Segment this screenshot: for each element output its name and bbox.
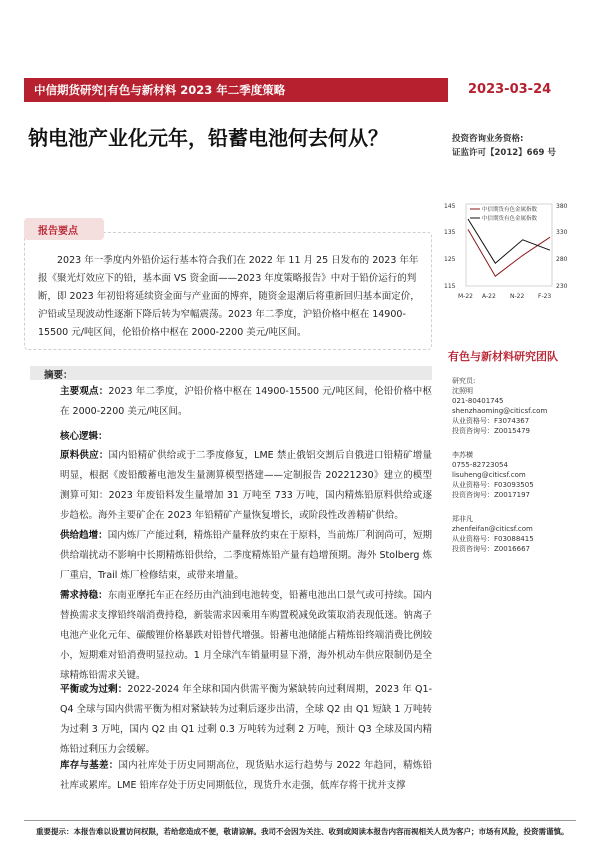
banner-text: 中信期货研究|有色与新材料 2023 年二季度策略	[34, 83, 286, 97]
demand-para	[60, 586, 432, 686]
right-tick: 230	[556, 283, 568, 290]
analyst-cert: 投资咨询号：Z0015479	[452, 427, 530, 435]
balance-para	[60, 680, 432, 760]
analyst-card	[452, 376, 582, 436]
left-tick: 125	[444, 256, 456, 263]
right-tick: 280	[556, 256, 568, 263]
abstract-label: 摘要：	[44, 370, 73, 381]
stock-label: 库存与基差：	[60, 760, 119, 771]
index-mini-chart	[444, 200, 574, 304]
analyst-name: 郑非凡	[452, 515, 473, 523]
right-tick: 380	[556, 203, 568, 210]
key-points-tag-label: 报告要点	[38, 226, 78, 237]
qualification-line2: 证监许可【2012】669 号	[452, 148, 556, 158]
demand-text: 东南亚摩托车正在经历由汽油到电池转变，铅蓄电池出口景气或可持续。国内替换需求支撑铅终端消费持稳，新装需求因乘用车购置税减免政策取消表现低迷。钠离子电池产业化元年、碳酸锂价格暴跌对铅替代增强。铅蓄电池储能占精炼铅终端消费比例较小，短期难对铅消费明显拉动。1 月全球汽车销量明显下滑，海外机动车供应限制仍是全球精炼铅需求关键。	[60, 590, 432, 681]
qualification	[452, 132, 556, 160]
footer-divider	[24, 820, 576, 821]
analyst-cert: 投资咨询号：Z0016667	[452, 545, 530, 553]
key-points-text: 2023 年一季度内外铅价运行基本符合我们在 2022 年 11 月 25 日发布的 2023 年年报《聚光灯效应下的铅，基本面 VS 资金面——2023 年度策略报告》中对于铅价运行的判断，即 2023 年初铅将延续资金面与产业面的博弈，随资金退潮后将重新回归基本面定价，沪铅或呈现波动性逐渐下降后转为窄幅震荡。2023 年二季度，沪铅价格中枢在 14900-15500 元/吨区间，伦铅价格中枢在 2000-2200 美元/吨区间。	[38, 255, 420, 338]
abstract-bar	[30, 366, 432, 380]
report-banner	[24, 78, 448, 102]
analyst-card	[452, 450, 582, 500]
qualification-line1: 投资咨询业务资格:	[452, 134, 524, 144]
supply-label: 供给趋增：	[60, 530, 108, 541]
core-logic-heading: 核心逻辑：	[60, 431, 108, 442]
main-view-text: 2023 年二季度，沪铅价格中枢在 14900-15500 元/吨区间，伦铅价格中枢在 2000-2200 美元/吨区间。	[60, 386, 432, 417]
raw-material-label: 原料供应：	[60, 450, 109, 461]
analyst-card	[452, 514, 582, 554]
disclaimer: 重要提示：本报告难以设置访问权限，若给您造成不便，敬请谅解。我司不会因为关注、收到或阅读本报告内容而视相关人员为客户；市场有风险，投资需谨慎。	[36, 827, 569, 836]
analyst-phone: 021-80401745	[452, 397, 504, 405]
stock-para	[60, 756, 432, 796]
main-view-label: 主要观点：	[60, 386, 109, 397]
key-points-tag	[24, 218, 104, 240]
supply-text: 国内炼厂产能过剩，精炼铅产量释放约束在于原料，当前炼厂利润尚可，短期供给端扰动不影响中长期精炼铅供给，二季度精炼铅产量有趋增预期。海外 Stolberg 炼厂重启，Trail 炼厂检修结束，或带来增量。	[60, 530, 432, 581]
analyst-email: shenzhaoming@citicsf.com	[452, 407, 548, 415]
raw-material-text: 国内铅精矿供给或于二季度修复，LME 禁止俄铝交割后自俄进口铅精矿增量明显，根据《废铅酸蓄电池发生量测算模型搭建——定制报告 20221230》建立的模型测算可知：2023 年废铅料发生量增加 31 万吨至 733 万吨，国内精炼铅原料供给或逐步趋松。海外主要矿企在 2023 年铅精矿产量恢复增长，或阶段性改善精矿供给。	[60, 450, 432, 521]
analyst-name: 李苏横	[452, 451, 473, 459]
analyst-email: lisuheng@citicsf.com	[452, 471, 526, 479]
right-tick: 330	[556, 229, 568, 236]
main-view-para	[60, 382, 432, 422]
raw-material-para	[60, 446, 432, 526]
analyst-cert: 投资咨询号：Z0017197	[452, 491, 530, 499]
legend-label-2: 中信期货有色金属指数	[482, 216, 538, 222]
report-date: 2023-03-24	[468, 82, 552, 97]
series-line	[468, 229, 550, 276]
analyst-name: 沈照明	[452, 387, 473, 395]
analyst-cert: 从业资格号：F03093505	[452, 481, 534, 489]
analyst-phone: 0755-82723054	[452, 461, 508, 469]
left-tick: 135	[444, 229, 456, 236]
report-title: 钠电池产业化元年，铅蓄电池何去何从？	[28, 126, 388, 150]
demand-label: 需求持稳：	[60, 590, 108, 601]
x-tick: F-23	[538, 293, 552, 300]
balance-label: 平衡或为过剩：	[60, 684, 128, 695]
x-tick: A-22	[482, 293, 496, 300]
analyst-cert: 从业资格号：F3074367	[452, 417, 530, 425]
x-tick: M-22	[458, 293, 473, 300]
x-tick: N-22	[510, 293, 525, 300]
series-line	[468, 219, 550, 263]
balance-text: 2022-2024 年全球和国内供需平衡为紧缺转向过剩周期，2023 年 Q1-Q4 全球与国内供需平衡为相对紧缺转为过剩后逐步出清，全球 Q2 由 Q1 短缺 1 万吨转为过剩 3 万吨，国内 Q2 由 Q1 过剩 0.3 万吨转为过剩 2 万吨，预计 Q3 全球及国内精炼铅过剩压力会缓解。	[60, 684, 432, 755]
left-tick: 145	[444, 203, 456, 210]
legend-label-1: 中信期货有色金属指数	[482, 207, 538, 213]
analyst-role: 研究员:	[452, 377, 476, 385]
left-tick: 115	[444, 283, 456, 290]
supply-para	[60, 526, 432, 586]
analyst-email: zhenfeifan@citicsf.com	[452, 525, 533, 533]
team-title: 有色与新材料研究团队	[448, 350, 558, 363]
analyst-cert: 从业资格号：F03088415	[452, 535, 534, 543]
stock-text: 国内社库处于历史同期高位，现货贴水运行趋势与 2022 年趋同，精炼铅社库或累库。LME 铅库存处于历史同期低位，现货升水走强，低库存将干扰并支撑	[60, 760, 432, 791]
